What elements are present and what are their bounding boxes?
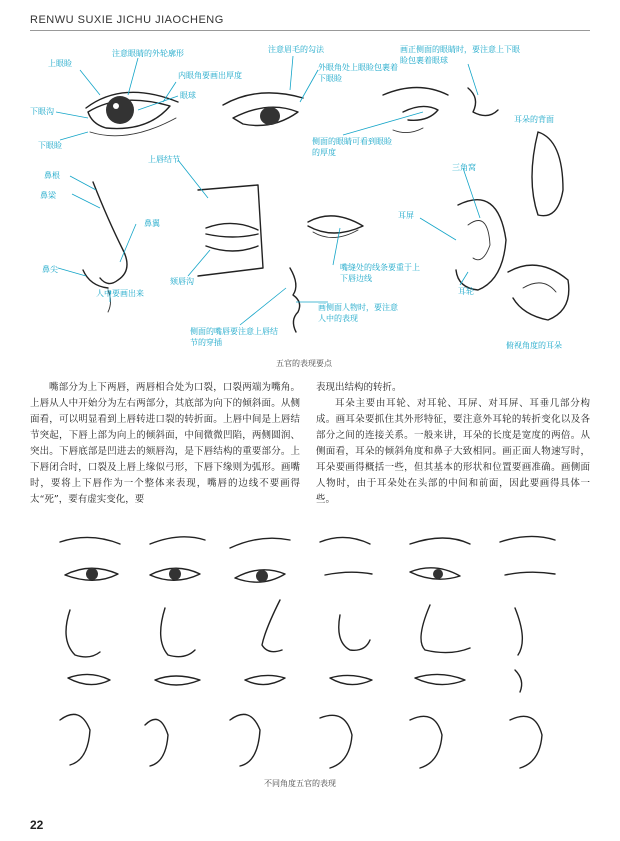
label-ear-top-view: 俯视角度的耳朵 <box>506 341 562 350</box>
label-upper-lip-node: 上唇结节 <box>148 155 180 164</box>
label-helix: 耳轮 <box>458 287 474 296</box>
features-illustration <box>28 40 592 370</box>
label-lip-corner: 嘴缝处的线条要重于上下唇边线 <box>340 263 420 283</box>
figure1-caption: 五官的表现要点 <box>276 359 332 368</box>
figure2-caption: 不同角度五官的表现 <box>264 779 336 788</box>
label-tragus: 耳屏 <box>398 211 414 220</box>
label-lower-lid-fold: 下眼沟 <box>30 107 54 116</box>
label-upper-lid: 上眼睑 <box>48 59 72 68</box>
mouth-profile-drawing <box>290 268 300 332</box>
label-eye-outline: 注意眼睛的外轮廓形 <box>112 49 184 58</box>
figure-features <box>28 40 592 370</box>
label-lower-lid: 下眼睑 <box>38 141 62 150</box>
label-triangle-fossa: 三角窝 <box>452 163 476 172</box>
label-outer-corner: 外眼角处上眼睑包裹着下眼睑 <box>318 63 398 83</box>
text-right-column <box>316 380 590 508</box>
running-header: RENWU SUXIE JICHU JIAOCHENG <box>30 14 224 26</box>
label-side-eye-thickness: 侧面的眼睛可看到眼睑的厚度 <box>312 137 392 157</box>
noses-row <box>66 600 522 657</box>
label-nose-bridge: 鼻梁 <box>40 191 56 200</box>
eye-front-drawing <box>86 92 178 135</box>
label-inner-corner: 内眼角要画出厚度 <box>178 71 242 80</box>
paragraph-mouth: 嘴部分为上下两唇，两唇相合处为口裂，口裂两端为嘴角。上唇从人中开始分为左右两部分，其底部为向下的倾斜面。从侧面看，可以明显看到上唇转进口裂的转折面。上唇中间是上唇结节突起，下唇上部为向上的倾斜面，中间微微凹陷，两侧圆润、突出。下唇底部是凹进去的颏唇沟，是下唇结构的重要部分。上下唇闭合时，口裂及上唇上缘似弓形，下唇下缘则为弧形。画嘴时，要将上下唇作为一个整体来表现，嘴唇的边线不要画得太“死”，要有虚实变化，要 <box>30 382 300 505</box>
paragraph-mouth-cont: 表现出结构的转折。 <box>316 382 402 393</box>
mouths-row <box>68 670 522 692</box>
label-side-philtrum: 画侧面人物时，要注意人中的表现 <box>318 303 398 323</box>
label-nose-wing: 鼻翼 <box>144 219 160 228</box>
text-left-column <box>30 380 300 508</box>
eye-profile-drawing <box>468 88 498 116</box>
label-eyeball: 眼球 <box>180 91 196 100</box>
eyes-row <box>65 568 555 582</box>
label-philtrum: 人中要画出来 <box>96 289 144 298</box>
paragraph-ear: 耳朵主要由耳轮、对耳轮、耳屏、对耳屏、耳垂几部分构成。画耳朵要抓住其外形特征，要注意外耳轮的转折变化以及各部分之间的连接关系。一般来讲，耳朵的长度是宽度的两倍。从侧面看，耳朵的倾斜角度和鼻子大致相同。画正面人物速写时，耳朵要画得概括一些，但其基本的形状和位置要画准确。画侧面人物时，由于耳朵处在头部的中间和前面，因此要画得具体一些。 <box>316 398 590 505</box>
label-front-side-eye: 画正侧面的眼睛时，要注意上下眼睑包裹着眼球 <box>400 45 520 65</box>
eye-side-drawing <box>383 88 448 133</box>
page-number: 22 <box>30 818 44 832</box>
header-rule <box>30 30 590 31</box>
ear-top-drawing <box>508 265 569 320</box>
label-brow-hair: 注意眉毛的勾法 <box>268 45 324 54</box>
ear-back-drawing <box>532 132 563 216</box>
ear-drawing <box>456 200 506 290</box>
ears-row <box>60 714 542 768</box>
eye-three-quarter-drawing <box>223 93 303 126</box>
label-nose-root: 鼻根 <box>44 171 60 180</box>
mouth-side-drawing <box>308 216 363 238</box>
label-ear-back: 耳朵的背面 <box>514 115 554 124</box>
brows-row <box>60 536 555 548</box>
angles-illustration <box>50 530 570 780</box>
label-side-lip: 侧面的嘴唇要注意上唇结节的穿插 <box>190 327 278 347</box>
label-nose-tip: 鼻尖 <box>42 265 58 274</box>
mouth-front-drawing <box>198 185 263 276</box>
figure-angles <box>50 530 570 788</box>
label-chin-groove: 颏唇沟 <box>170 277 194 286</box>
